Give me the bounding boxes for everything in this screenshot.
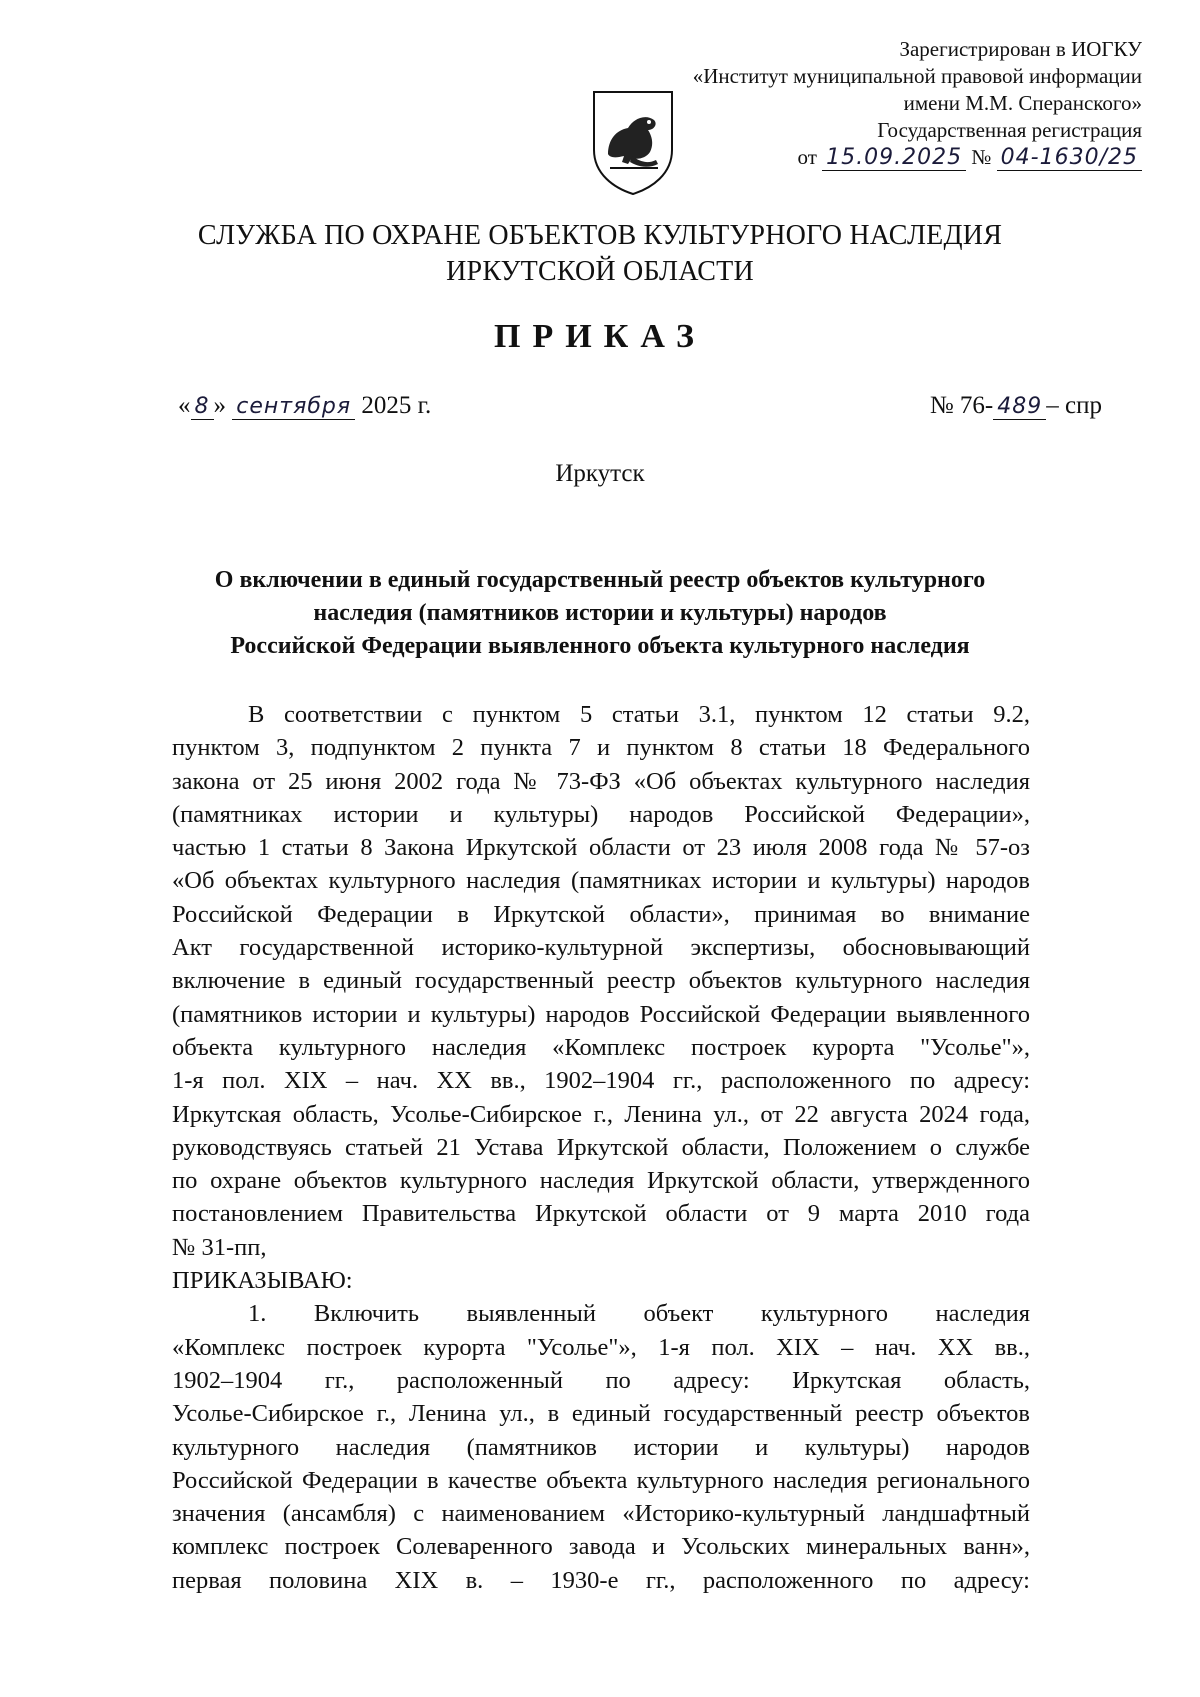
order-subject [170,564,1030,663]
body-line: Акт государственной историко-культурной экспертизы, обосновывающий [172,934,1030,962]
registration-number-label: № [971,145,992,169]
stamp-line: Зарегистрирован в ИОГКУ [899,37,1142,61]
order-month: сентября [232,394,355,420]
body-line: включение в единый государственный реестр объектов культурного наследия [172,967,1030,995]
registration-date: 15.09.2025 [822,145,966,171]
body-line: (памятниках истории и культуры) народов Российской Федерации», [172,800,1030,828]
registration-stamp [622,36,1142,171]
stamp-line: Государственная регистрация [877,118,1142,142]
subject-line: Российской Федерации выявленного объекта культурного наследия [230,633,970,659]
body-line: Российской Федерации в качестве объекта культурного наследия регионального [172,1466,1030,1494]
body-line: частью 1 статьи 8 Закона Иркутской области от 23 июля 2008 года № 57-оз [172,834,1030,862]
body-line: 1. Включить выявленный объект культурного наследия [248,1300,1030,1328]
subject-line: наследия (памятников истории и культуры) народов [313,600,887,626]
registration-from-label: от [797,145,817,169]
order-number-prefix: № 76- [929,392,994,419]
document-title: ПРИКАЗ [494,318,706,355]
quote-close: » [213,392,226,419]
agency-heading [0,218,1200,290]
body-line: Российской Федерации в Иркутской области», принимая во внимание [172,900,1030,928]
body-line: Усолье-Сибирское г., Ленина ул., в единый государственный реестр объектов [172,1400,1030,1428]
order-day: 8 [191,394,214,420]
agency-line: СЛУЖБА ПО ОХРАНЕ ОБЪЕКТОВ КУЛЬТУРНОГО НАСЛЕДИЯ [197,220,1003,251]
body-line: (памятников истории и культуры) народов Российской Федерации выявленного [172,1000,1030,1028]
body-line: «Об объектах культурного наследия (памятниках истории и культуры) народов [172,867,1030,895]
body-line: закона от 25 июня 2002 года № 73-ФЗ «Об объектах культурного наследия [172,767,1030,795]
order-number-suffix: – спр [1046,392,1102,419]
body-line: по охране объектов культурного наследия Иркутской области, утвержденного [172,1167,1030,1195]
body-line: В соответствии с пунктом 5 статьи 3.1, пунктом 12 статьи 9.2, [248,701,1030,728]
order-number [930,392,1102,420]
body-line: 1902–1904 гг., расположенный по адресу: Иркутская область, [172,1366,1030,1394]
body-line: 1-я пол. XIX – нач. XX вв., 1902–1904 гг., расположенного по адресу: [172,1067,1030,1095]
body-line: руководствуясь статьей 21 Устава Иркутской области, Положением о службе [172,1133,1030,1161]
subject-line: О включении в единый государственный реестр объектов культурного [214,567,986,593]
registration-row [622,144,1142,171]
order-number-hand: 489 [993,394,1046,420]
body-line: объекта культурного наследия «Комплекс построек курорта "Усолье"», [172,1033,1030,1061]
order-body [172,698,1030,1597]
stamp-line: «Институт муниципальной правовой информации [692,64,1142,88]
stamp-line: имени М.М. Сперанского» [903,91,1142,115]
body-line: № 31-пп, [172,1233,267,1261]
order-date [178,392,431,420]
body-line: пунктом 3, подпунктом 2 пункта 7 и пунктом 8 статьи 18 Федерального [172,734,1030,762]
body-line: постановлением Правительства Иркутской области от 9 марта 2010 года [172,1200,1030,1228]
preamble-paragraph [172,698,1030,1264]
body-line: культурного наследия (памятников истории и культуры) народов [172,1433,1030,1461]
registration-number: 04-1630/25 [997,145,1142,171]
body-line: комплекс построек Солеваренного завода и Усольских минеральных ванн», [172,1533,1030,1561]
body-line: первая половина XIX в. – 1930-е гг., расположенного по адресу: [172,1566,1030,1594]
quote-open: « [178,392,191,419]
clause-1 [172,1297,1030,1597]
decree-word: ПРИКАЗЫВАЮ: [172,1267,353,1295]
body-line: Иркутская область, Усолье-Сибирское г., Ленина ул., от 22 августа 2024 года, [172,1100,1030,1128]
body-line: «Комплекс построек курорта "Усолье"», 1-я пол. XIX – нач. XX вв., [172,1333,1030,1361]
order-year: 2025 г. [361,392,432,419]
agency-line: ИРКУТСКОЙ ОБЛАСТИ [446,256,754,287]
coat-of-arms-icon [588,88,678,196]
city: Иркутск [555,460,645,487]
body-line: значения (ансамбля) с наименованием «Историко-культурный ландшафтный [172,1500,1030,1528]
